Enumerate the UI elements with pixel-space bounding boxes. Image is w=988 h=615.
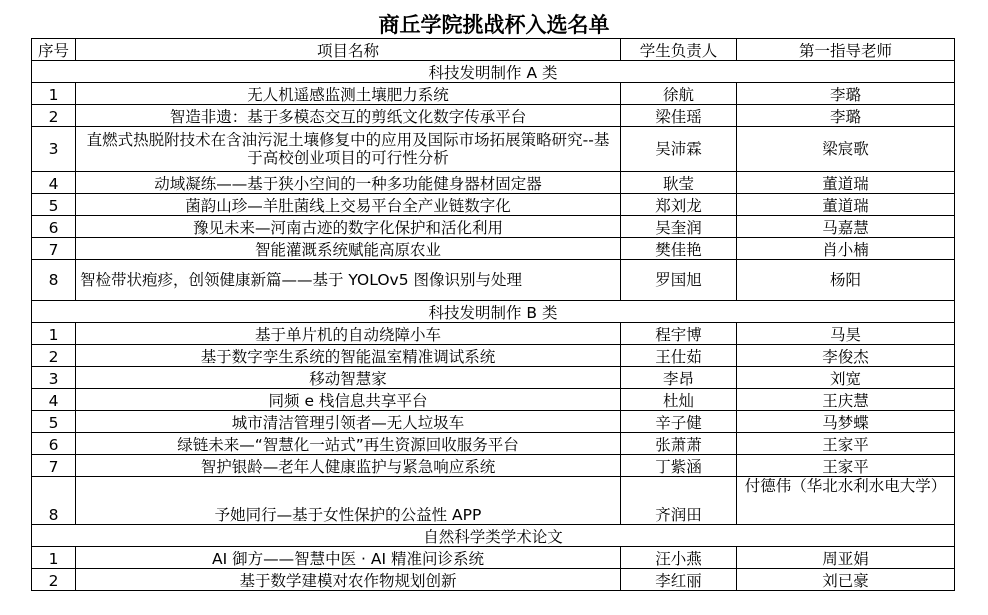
- section-title: 科技发明制作 A 类: [32, 61, 955, 83]
- header-student: 学生负责人: [621, 39, 737, 61]
- row-index: 3: [32, 127, 76, 172]
- row-advisor: 马梦蝶: [737, 411, 955, 433]
- row-index: 7: [32, 238, 76, 260]
- table-row: [32, 433, 955, 455]
- row-project: 动域凝练——基于狭小空间的一种多功能健身器材固定器: [76, 172, 621, 194]
- table-row: [32, 260, 955, 301]
- row-advisor: 杨阳: [737, 260, 955, 301]
- row-project: 同频 e 栈信息共享平台: [76, 389, 621, 411]
- table-row: [32, 389, 955, 411]
- header-project: 项目名称: [76, 39, 621, 61]
- row-project: AI 御方——智慧中医 · AI 精准问诊系统: [76, 547, 621, 569]
- row-advisor: 李璐: [737, 105, 955, 127]
- table-row: [32, 547, 955, 569]
- row-project: 移动智慧家: [76, 367, 621, 389]
- row-advisor: 刘已豪: [737, 569, 955, 591]
- row-project: 予她同行—基于女性保护的公益性 APP: [76, 477, 621, 525]
- row-index: 4: [32, 172, 76, 194]
- row-index: 4: [32, 389, 76, 411]
- header-row: [32, 39, 955, 61]
- row-advisor: 李璐: [737, 83, 955, 105]
- section-row: [32, 525, 955, 547]
- row-index: 7: [32, 455, 76, 477]
- row-student: 王仕茹: [621, 345, 737, 367]
- row-project: 基于数字孪生系统的智能温室精准调试系统: [76, 345, 621, 367]
- row-student: 李红丽: [621, 569, 737, 591]
- row-index: 1: [32, 547, 76, 569]
- row-index: 1: [32, 323, 76, 345]
- row-project: 豫见未来—河南古迹的数字化保护和活化利用: [76, 216, 621, 238]
- table-row: [32, 323, 955, 345]
- row-index: 5: [32, 411, 76, 433]
- table-row: [32, 105, 955, 127]
- row-index: 2: [32, 345, 76, 367]
- row-project: 绿链未来—“智慧化一站式”再生资源回收服务平台: [76, 433, 621, 455]
- section-row: [32, 301, 955, 323]
- row-project: 直燃式热脱附技术在含油污泥土壤修复中的应用及国际市场拓展策略研究--基于高校创业项目的可行性分析: [76, 127, 621, 172]
- row-advisor: 肖小楠: [737, 238, 955, 260]
- header-index: 序号: [32, 39, 76, 61]
- row-advisor: 董道瑞: [737, 194, 955, 216]
- row-index: 5: [32, 194, 76, 216]
- row-advisor: 董道瑞: [737, 172, 955, 194]
- table-row: [32, 83, 955, 105]
- row-advisor: 王家平: [737, 433, 955, 455]
- table-row: [32, 194, 955, 216]
- page-title: 商丘学院挑战杯入选名单: [378, 12, 610, 37]
- row-index: 6: [32, 216, 76, 238]
- row-index: 8: [32, 260, 76, 301]
- table-row: [32, 172, 955, 194]
- row-project: 智造非遗：基于多模态交互的剪纸文化数字传承平台: [76, 105, 621, 127]
- table-row: [32, 238, 955, 260]
- table-row: [32, 569, 955, 591]
- row-student: 丁紫涵: [621, 455, 737, 477]
- row-student: 李昂: [621, 367, 737, 389]
- row-project: 基于单片机的自动绕障小车: [76, 323, 621, 345]
- row-advisor: 马昊: [737, 323, 955, 345]
- row-student: 吴奎润: [621, 216, 737, 238]
- header-advisor: 第一指导老师: [737, 39, 955, 61]
- row-project: 智能灌溉系统赋能高原农业: [76, 238, 621, 260]
- table-row: [32, 216, 955, 238]
- table-row: [32, 127, 955, 172]
- row-project: 无人机遥感监测土壤肥力系统: [76, 83, 621, 105]
- row-advisor: 李俊杰: [737, 345, 955, 367]
- row-student: 郑刘龙: [621, 194, 737, 216]
- row-student: 罗国旭: [621, 260, 737, 301]
- row-student: 杜灿: [621, 389, 737, 411]
- row-advisor: 付德伟（华北水利水电大学）: [737, 477, 955, 525]
- row-student: 樊佳艳: [621, 238, 737, 260]
- row-student: 齐润田: [621, 477, 737, 525]
- row-advisor: 王家平: [737, 455, 955, 477]
- section-row: [32, 61, 955, 83]
- row-student: 吴沛霖: [621, 127, 737, 172]
- table-row: [32, 477, 955, 525]
- row-index: 2: [32, 569, 76, 591]
- row-student: 耿莹: [621, 172, 737, 194]
- row-advisor: 王庆慧: [737, 389, 955, 411]
- row-project: 基于数学建模对农作物规划创新: [76, 569, 621, 591]
- section-title: 科技发明制作 B 类: [32, 301, 955, 323]
- row-student: 汪小燕: [621, 547, 737, 569]
- row-advisor: 刘宽: [737, 367, 955, 389]
- row-project: 城市清洁管理引领者—无人垃圾车: [76, 411, 621, 433]
- award-list-table: [31, 38, 955, 591]
- row-student: 张萧萧: [621, 433, 737, 455]
- row-index: 6: [32, 433, 76, 455]
- row-index: 3: [32, 367, 76, 389]
- row-advisor: 马嘉慧: [737, 216, 955, 238]
- section-title: 自然科学类学术论文: [32, 525, 955, 547]
- row-student: 梁佳瑶: [621, 105, 737, 127]
- table-row: [32, 345, 955, 367]
- row-project: 菌韵山珍—羊肚菌线上交易平台全产业链数字化: [76, 194, 621, 216]
- row-student: 辛子健: [621, 411, 737, 433]
- row-advisor: 周亚娟: [737, 547, 955, 569]
- row-index: 1: [32, 83, 76, 105]
- table-row: [32, 455, 955, 477]
- row-project: 智护银龄—老年人健康监护与紧急响应系统: [76, 455, 621, 477]
- table-row: [32, 411, 955, 433]
- row-index: 8: [32, 477, 76, 525]
- row-advisor: 梁宸歌: [737, 127, 955, 172]
- row-student: 程宇博: [621, 323, 737, 345]
- table-row: [32, 367, 955, 389]
- row-project: 智检带状疱疹，创领健康新篇——基于 YOLOv5 图像识别与处理: [76, 260, 621, 301]
- row-student: 徐航: [621, 83, 737, 105]
- row-index: 2: [32, 105, 76, 127]
